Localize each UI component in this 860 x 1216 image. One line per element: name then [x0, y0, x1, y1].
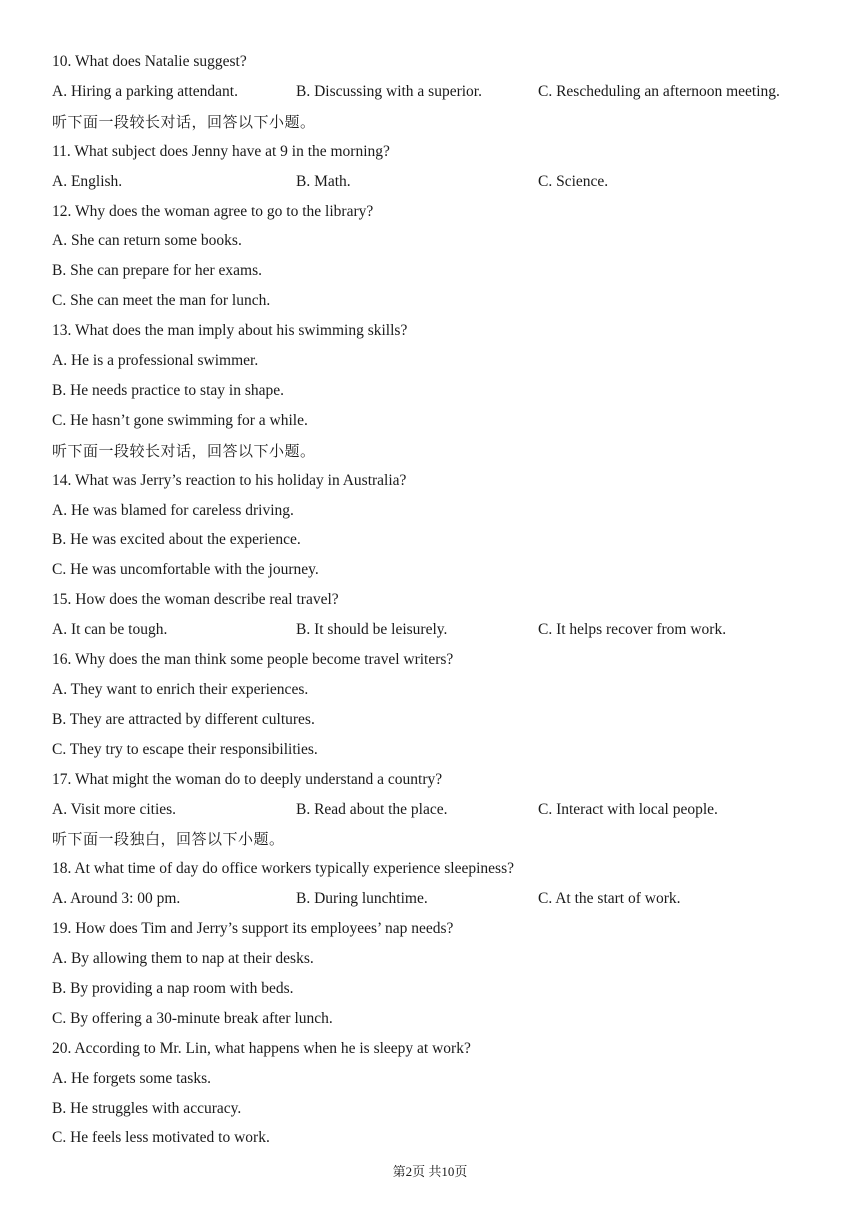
- answer-option: C. He feels less motivated to work.: [52, 1129, 270, 1147]
- answer-option: B. He needs practice to stay in shape.: [52, 381, 284, 399]
- question-text: 14. What was Jerry’s reaction to his holiday in Australia?: [52, 471, 407, 489]
- question-text: 19. How does Tim and Jerry’s support its employees’ nap needs?: [52, 920, 454, 938]
- answer-option: A. She can return some books.: [52, 232, 242, 250]
- answer-option: C. He was uncomfortable with the journey.: [52, 561, 319, 579]
- section-instruction: 听下面一段独白，回答以下小题。: [52, 830, 285, 849]
- answer-option: A. By allowing them to nap at their desks.: [52, 950, 314, 967]
- section-instruction: 听下面一段较长对话，回答以下小题。: [52, 441, 316, 460]
- answer-option: C. By offering a 30-minute break after lunch.: [52, 1009, 333, 1027]
- answer-option: C. It helps recover from work.: [538, 621, 727, 639]
- question-text: 12. Why does the woman agree to go to the library?: [52, 202, 374, 220]
- question-text: 20. According to Mr. Lin, what happens when he is sleepy at work?: [52, 1039, 471, 1057]
- answer-option: A. It can be tough.: [52, 621, 168, 639]
- answer-option: B. Discussing with a superior.: [296, 82, 482, 100]
- answer-option: B. During lunchtime.: [296, 890, 428, 908]
- answer-option: A. He is a professional swimmer.: [52, 352, 259, 369]
- answer-option: A. They want to enrich their experiences.: [52, 680, 309, 698]
- answer-option: A. Visit more cities.: [52, 800, 177, 818]
- page-footer: 第2页 共10页: [392, 1164, 468, 1179]
- answer-option: C. At the start of work.: [538, 890, 681, 908]
- question-text: 16. Why does the man think some people become travel writers?: [52, 651, 454, 668]
- question-text: 11. What subject does Jenny have at 9 in the morning?: [52, 142, 390, 160]
- question-text: 17. What might the woman do to deeply understand a country?: [52, 770, 443, 788]
- question-text: 15. How does the woman describe real travel?: [52, 591, 339, 609]
- question-text: 18. At what time of day do office workers typically experience sleepiness?: [52, 860, 514, 878]
- answer-option: B. She can prepare for her exams.: [52, 262, 263, 280]
- answer-option: B. It should be leisurely.: [296, 621, 448, 639]
- answer-option: A. He was blamed for careless driving.: [52, 501, 294, 519]
- answer-option: B. Math.: [296, 172, 351, 190]
- answer-option: A. Around 3: 00 pm.: [52, 890, 181, 908]
- answer-option: C. They try to escape their responsibilities.: [52, 740, 318, 758]
- answer-option: B. He was excited about the experience.: [52, 531, 301, 549]
- answer-option: C. He hasn’t gone swimming for a while.: [52, 411, 308, 429]
- answer-option: B. By providing a nap room with beds.: [52, 979, 294, 997]
- question-text: 10. What does Natalie suggest?: [52, 53, 247, 70]
- answer-option: A. English.: [52, 172, 123, 190]
- answer-option: C. Rescheduling an afternoon meeting.: [538, 82, 780, 100]
- question-text: 13. What does the man imply about his swimming skills?: [52, 322, 408, 340]
- answer-option: A. He forgets some tasks.: [52, 1069, 211, 1087]
- answer-option: C. Interact with local people.: [538, 800, 718, 818]
- answer-option: B. They are attracted by different cultures.: [52, 710, 315, 728]
- section-instruction: 听下面一段较长对话，回答以下小题。: [52, 112, 316, 131]
- answer-option: B. He struggles with accuracy.: [52, 1099, 242, 1117]
- answer-option: B. Read about the place.: [296, 800, 448, 818]
- answer-option: C. Science.: [538, 172, 609, 190]
- answer-option: C. She can meet the man for lunch.: [52, 292, 271, 310]
- answer-option: A. Hiring a parking attendant.: [52, 82, 238, 100]
